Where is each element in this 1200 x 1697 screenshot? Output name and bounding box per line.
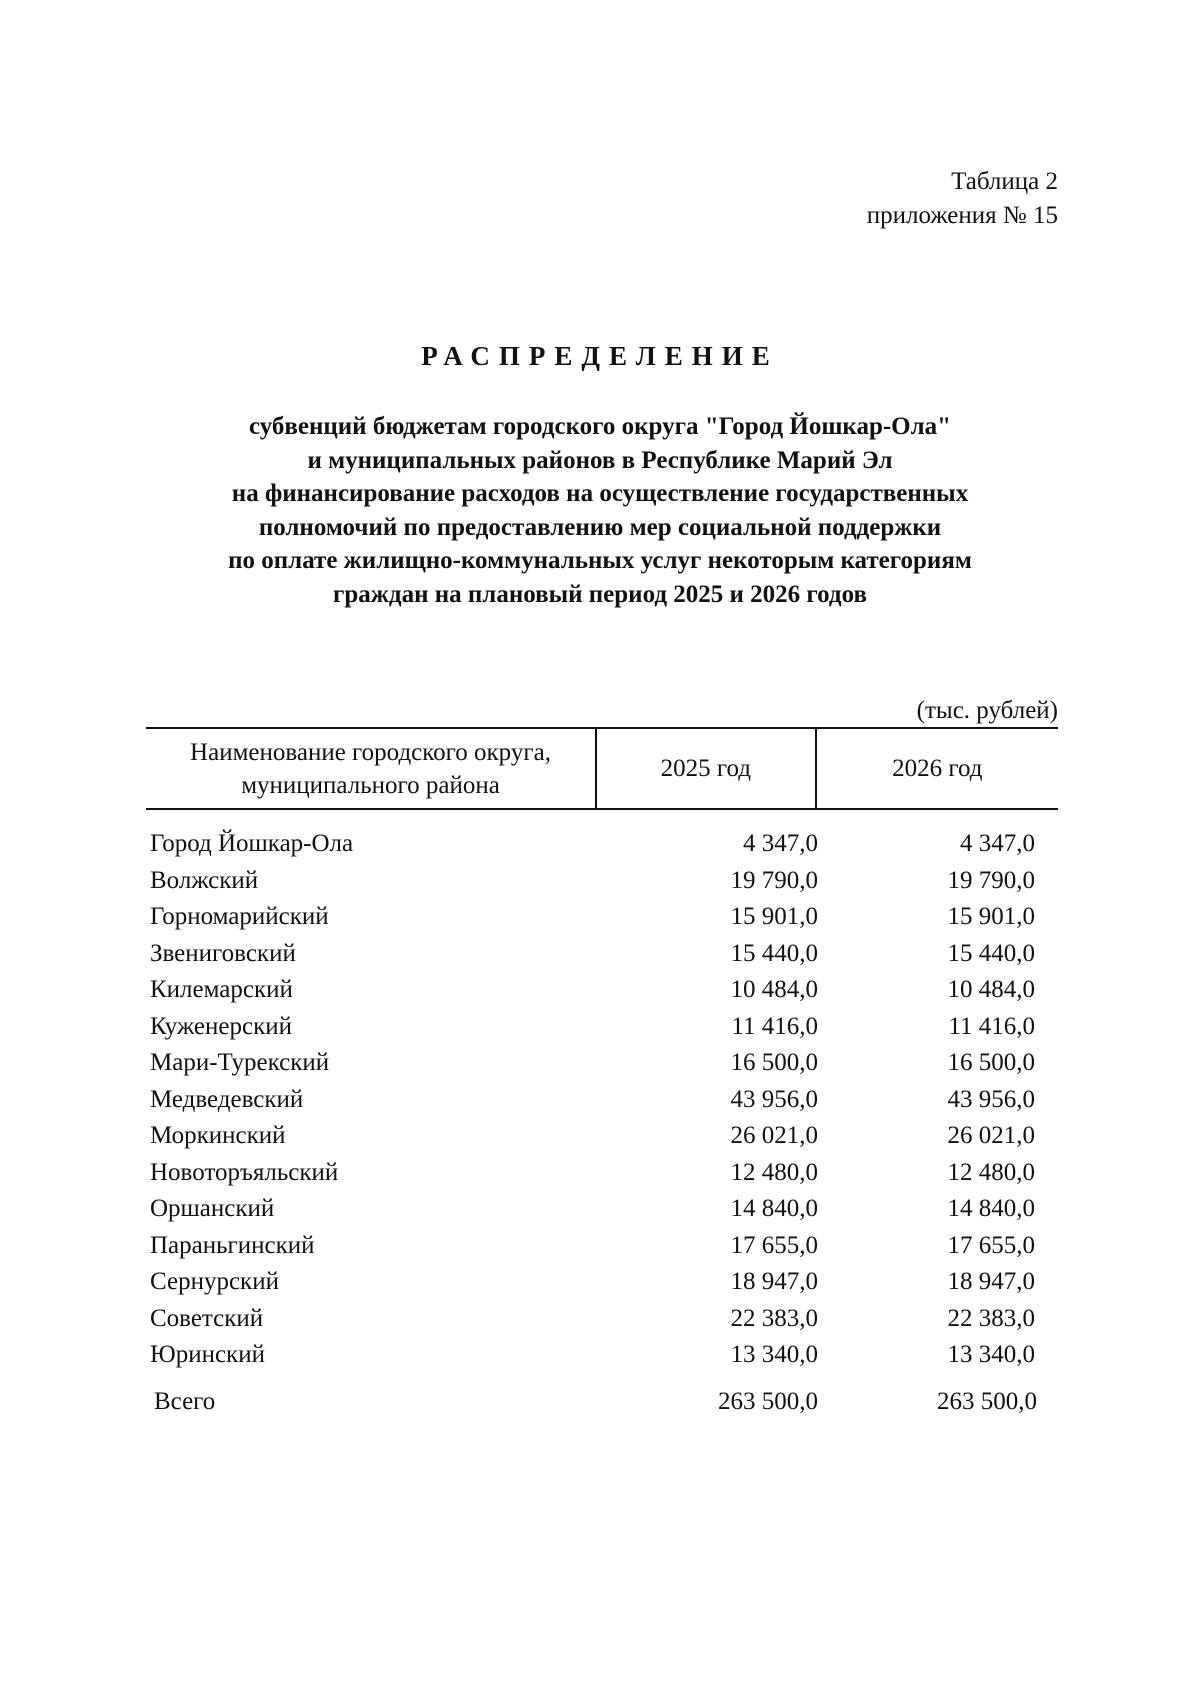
subtitle-line: по оплате жилищно-коммунальных услуг некоторым категориям: [228, 547, 972, 574]
document-subtitle: [0, 410, 1200, 611]
header-name-line: Наименование городского округа,: [190, 738, 551, 766]
subtitle-line: полномочий по предоставлению мер социальной поддержки: [258, 513, 942, 541]
table-row: [146, 826, 1058, 863]
total-value-2026: 263 500,0: [937, 1387, 1037, 1415]
table-row: [146, 1191, 1058, 1228]
table-row: [146, 863, 1058, 900]
row-value-2026: 16 500,0: [947, 1049, 1035, 1077]
row-value-2026: 22 383,0: [947, 1304, 1035, 1332]
table-row: [146, 1228, 1058, 1265]
table-row: [146, 1082, 1058, 1119]
row-value-2026: 11 416,0: [948, 1012, 1035, 1040]
row-value-2026: 14 840,0: [947, 1195, 1035, 1223]
row-value-2026: 15 901,0: [947, 903, 1035, 931]
subtitle-line: и муниципальных районов в Республике Марий Эл: [307, 446, 893, 474]
row-value-2025: 11 416,0: [731, 1012, 818, 1040]
row-value-2026: 10 484,0: [947, 976, 1035, 1004]
row-value-2025: 4 347,0: [743, 830, 818, 858]
row-value-2026: 43 956,0: [947, 1085, 1035, 1113]
row-name: Моркинский: [150, 1122, 286, 1150]
row-name: Советский: [150, 1304, 264, 1332]
row-name: Оршанский: [150, 1195, 275, 1223]
document-title: РАСПРЕДЕЛЕНИЕ: [421, 341, 779, 371]
table-row: [146, 972, 1058, 1009]
row-value-2026: 18 947,0: [947, 1268, 1035, 1296]
row-name: Параньгинский: [150, 1231, 315, 1259]
total-label: Всего: [154, 1387, 216, 1415]
row-value-2026: 26 021,0: [947, 1122, 1035, 1150]
table-row: [146, 899, 1058, 936]
total-value-2025: 263 500,0: [718, 1387, 818, 1415]
header-name-column: [146, 729, 597, 808]
row-name: Город Йошкар-Ола: [150, 830, 354, 858]
table-row: [146, 1118, 1058, 1155]
row-value-2026: 12 480,0: [947, 1158, 1035, 1186]
row-value-2025: 10 484,0: [730, 976, 818, 1004]
row-value-2025: 26 021,0: [730, 1122, 818, 1150]
row-name: Горномарийский: [150, 903, 329, 931]
table-reference: [867, 165, 1058, 233]
table-number: Таблица 2: [951, 168, 1058, 195]
table-row: [146, 1337, 1058, 1374]
row-value-2025: 17 655,0: [730, 1231, 818, 1259]
row-name: Мари-Турекский: [150, 1049, 330, 1077]
row-value-2025: 19 790,0: [730, 866, 818, 894]
subtitle-line: граждан на плановый период 2025 и 2026 годов: [333, 580, 867, 608]
row-name: Куженерский: [150, 1012, 292, 1040]
row-name: Сернурский: [150, 1268, 279, 1296]
row-name: Юринский: [150, 1341, 265, 1369]
distribution-table: [146, 727, 1058, 1420]
row-value-2025: 16 500,0: [730, 1049, 818, 1077]
row-name: Волжский: [150, 866, 259, 894]
row-value-2026: 19 790,0: [947, 866, 1035, 894]
subtitle-line: субвенций бюджетам городского округа "Город Йошкар-Ола": [248, 413, 952, 440]
row-value-2025: 15 901,0: [730, 903, 818, 931]
table-row: [146, 1155, 1058, 1192]
row-name: Медведевский: [150, 1085, 304, 1113]
table-header: [146, 727, 1058, 810]
row-value-2026: 17 655,0: [947, 1231, 1035, 1259]
row-value-2025: 12 480,0: [730, 1158, 818, 1186]
row-value-2025: 22 383,0: [730, 1304, 818, 1332]
table-body: [146, 810, 1058, 1420]
row-value-2026: 13 340,0: [947, 1341, 1035, 1369]
row-name: Новоторъяльский: [150, 1158, 339, 1186]
row-name: Звениговский: [150, 939, 296, 967]
row-value-2025: 43 956,0: [730, 1085, 818, 1113]
row-value-2025: 15 440,0: [730, 939, 818, 967]
table-row: [146, 1301, 1058, 1338]
row-value-2025: 18 947,0: [730, 1268, 818, 1296]
table-row: [146, 936, 1058, 973]
header-2025-column: 2025 год: [597, 729, 817, 808]
table-row: [146, 1264, 1058, 1301]
row-value-2026: 15 440,0: [947, 939, 1035, 967]
row-value-2025: 13 340,0: [730, 1341, 818, 1369]
units-label: (тыс. рублей): [916, 697, 1058, 724]
row-value-2026: 4 347,0: [960, 830, 1035, 858]
table-row: [146, 1045, 1058, 1082]
row-name: Килемарский: [150, 976, 293, 1004]
table-row: [146, 1009, 1058, 1046]
appendix-reference: приложения № 15: [866, 202, 1058, 229]
total-row: [146, 1384, 1058, 1420]
row-value-2025: 14 840,0: [730, 1195, 818, 1223]
header-name-line: муниципального района: [241, 771, 500, 799]
subtitle-line: на финансирование расходов на осуществление государственных: [231, 480, 969, 507]
header-2026-column: 2026 год: [892, 755, 983, 782]
